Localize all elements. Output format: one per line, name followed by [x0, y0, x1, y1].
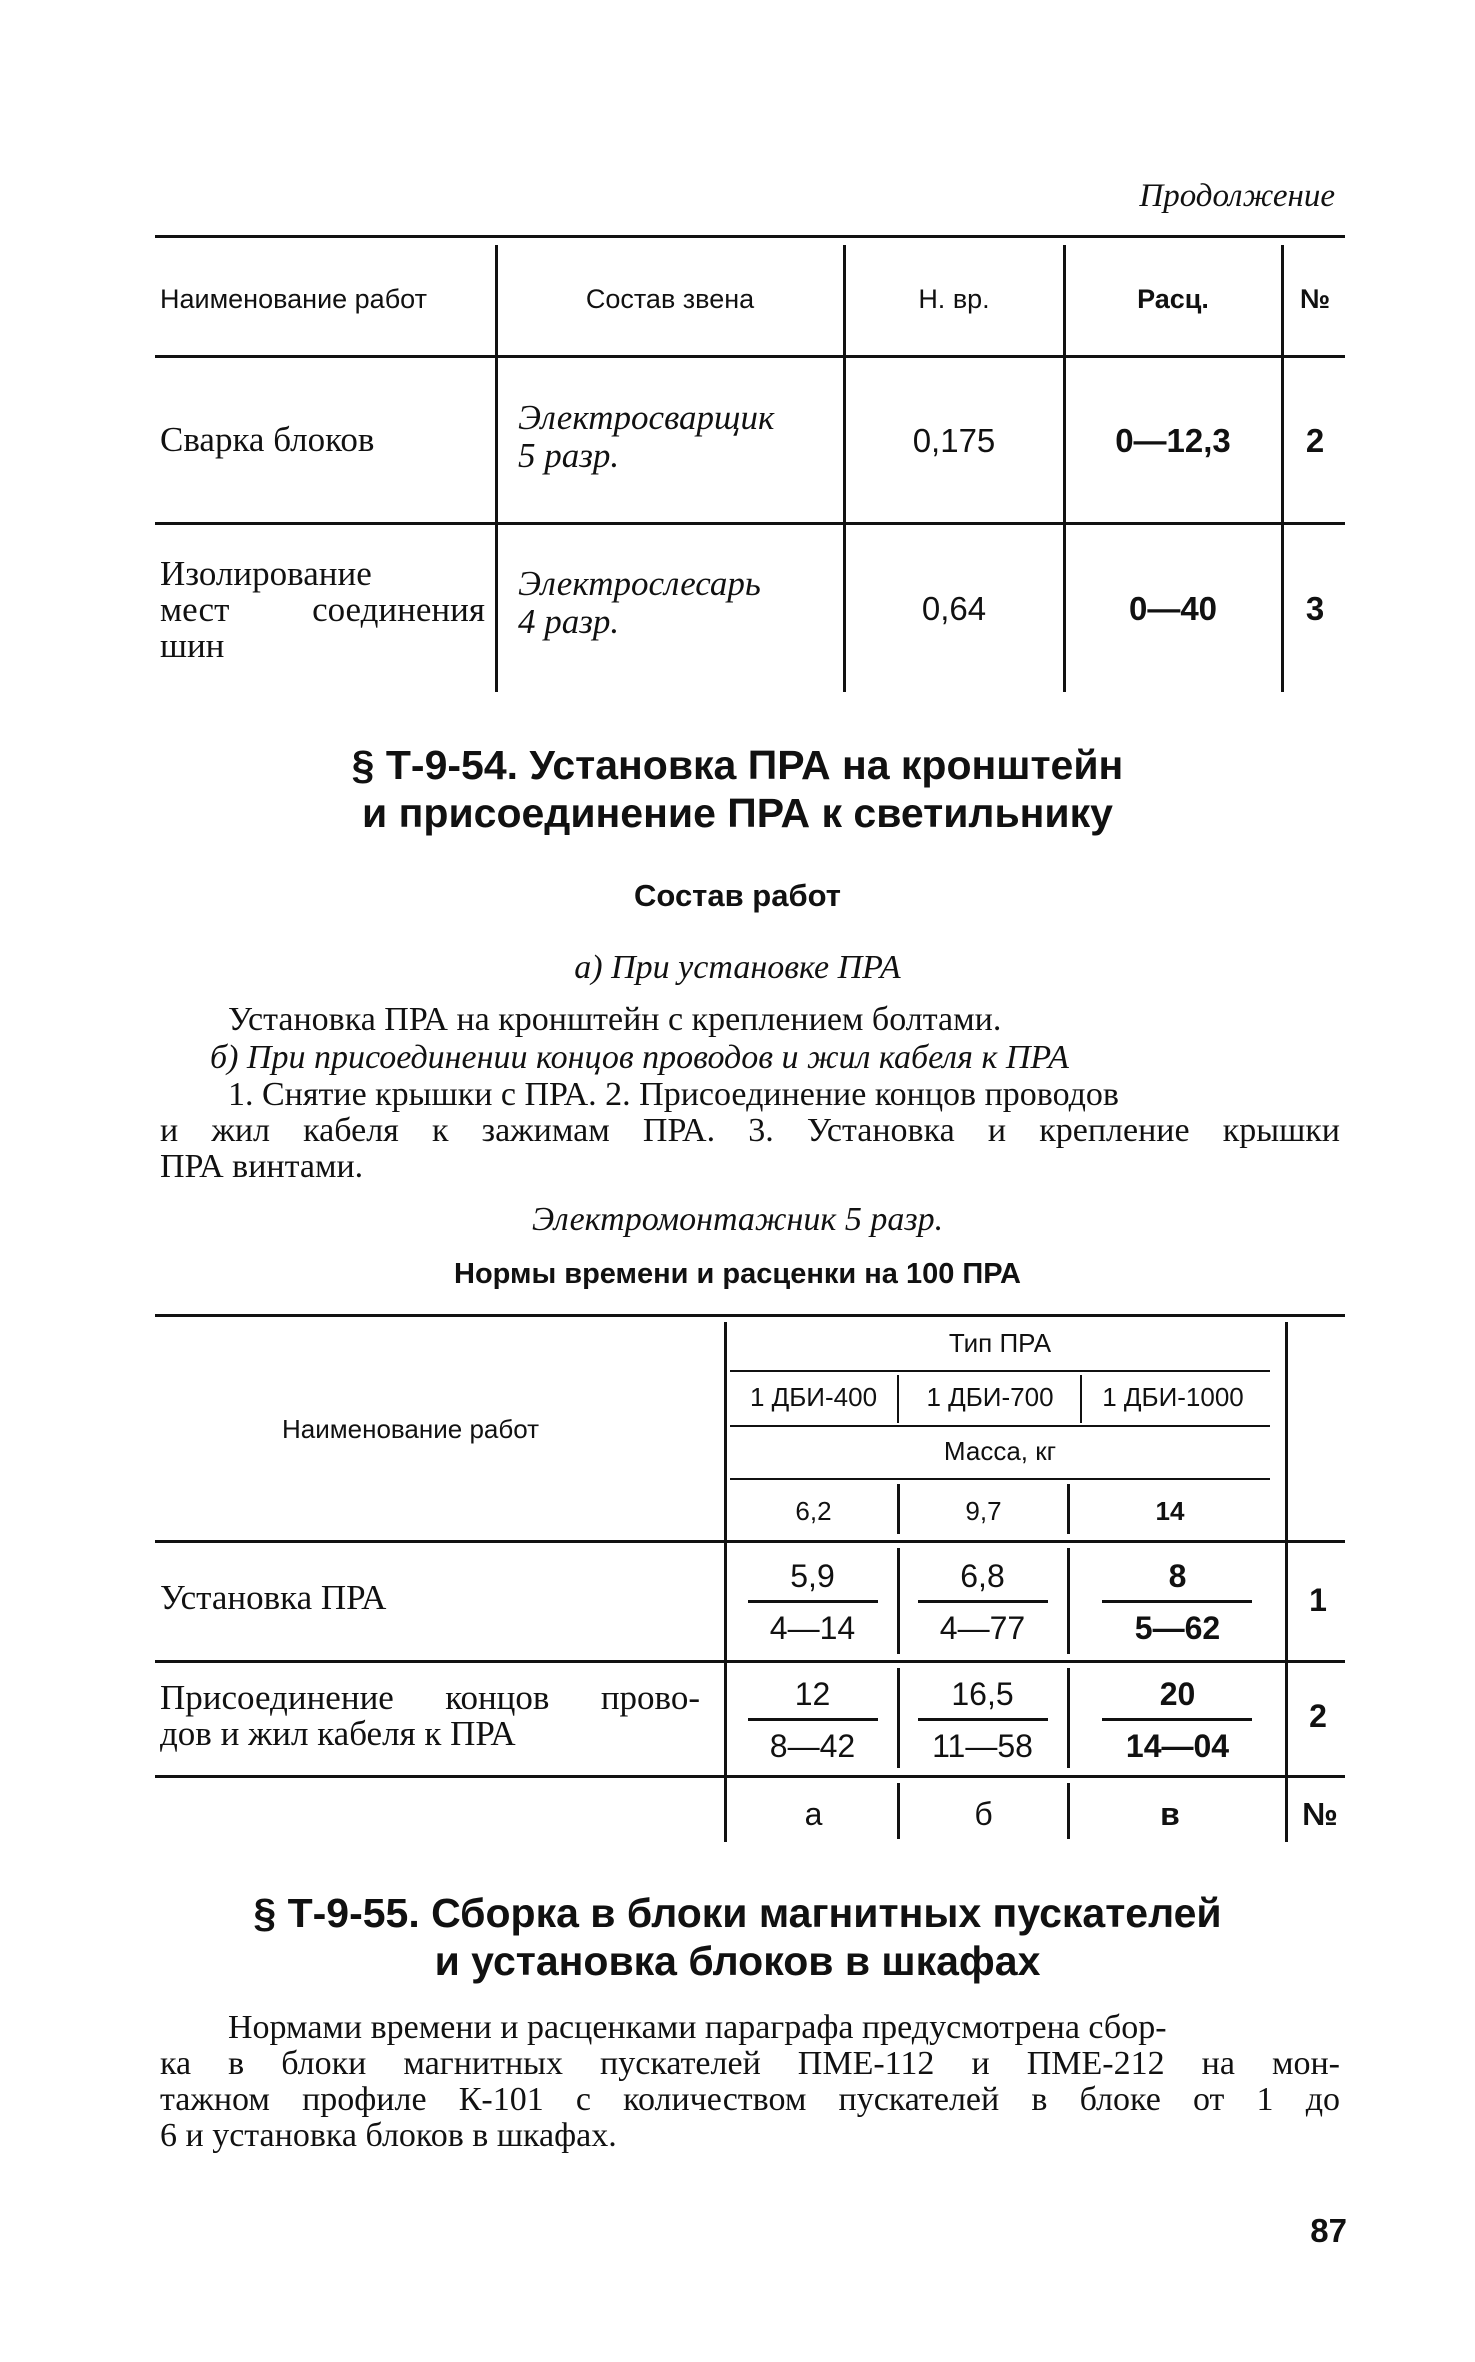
table2-type-2: 1 ДБИ-700	[926, 1382, 1054, 1412]
table1-header-norm: Н. вр.	[918, 284, 990, 314]
table2-row1-rate-b: 4—77	[939, 1610, 1026, 1646]
table1-row2-no: 3	[1305, 590, 1325, 627]
table2-mass-2: 9,7	[965, 1496, 1002, 1526]
table1-row1-no: 2	[1305, 422, 1325, 459]
section54-text-b-line3: ПРА винтами.	[160, 1148, 364, 1185]
table2-footer-c: в	[1160, 1796, 1180, 1832]
section54-composition-heading: Состав работ	[634, 878, 841, 913]
table2-row1-norm-c: 8	[1168, 1558, 1187, 1594]
section55-title-line2: и установка блоков в шкафах	[434, 1938, 1041, 1984]
table1-header-work: Наименование работ	[160, 284, 427, 314]
table2-mass-3: 14	[1155, 1496, 1185, 1526]
continuation-label: Продолжение	[1139, 178, 1335, 214]
table2-type-1: 1 ДБИ-400	[749, 1382, 878, 1412]
table2-header-type: Тип ПРА	[948, 1328, 1052, 1358]
page-number: 87	[1310, 2212, 1347, 2249]
section54-sub-b: б) При присоединении концов проводов и жил кабеля к ПРА	[210, 1039, 1069, 1076]
table2-row1-rate-c: 5—62	[1134, 1610, 1221, 1646]
table2-row2-rate-c: 14—04	[1125, 1728, 1230, 1764]
table2-row2-rate-a: 8—42	[769, 1728, 856, 1764]
table2-footer-no: №	[1302, 1796, 1338, 1832]
table2-footer-a: а	[804, 1796, 823, 1832]
table1-row2-crew-line2: 4 разр.	[518, 602, 620, 641]
table2-row1-norm-a: 5,9	[790, 1558, 835, 1594]
table2-row1-no: 1	[1309, 1582, 1327, 1618]
table2-row2-norm-a: 12	[794, 1676, 831, 1712]
table1-row2-norm: 0,64	[921, 590, 987, 627]
table1-row1-norm: 0,175	[912, 422, 996, 459]
table2-row1-norm-b: 6,8	[960, 1558, 1005, 1594]
table2-row2-work-line2: дов и жил кабеля к ПРА	[160, 1714, 516, 1753]
section54-title-line2: и присоединение ПРА к светильнику	[362, 790, 1113, 836]
section55-title-line1: § Т-9-55. Сборка в блоки магнитных пускателей	[253, 1890, 1222, 1936]
section54-text-b-line2: и жил кабеля к зажимам ПРА. 3. Установка и крепление крышки	[160, 1112, 1340, 1149]
table1-header-no: №	[1299, 284, 1331, 314]
table2-row2-norm-b: 16,5	[951, 1676, 1014, 1712]
table1-row1-work: Сварка блоков	[160, 420, 375, 459]
table2-row2-rate-b: 11—58	[932, 1728, 1033, 1764]
table1-row1-rate: 0—12,3	[1115, 422, 1231, 459]
table1-header-crew: Состав звена	[585, 284, 755, 314]
table1-row1-crew-line2: 5 разр.	[518, 436, 620, 475]
table1-header-rate: Расц.	[1137, 284, 1209, 314]
section54-worker: Электромонтажник 5 разр.	[531, 1201, 944, 1238]
table2-header-work: Наименование работ	[282, 1414, 540, 1444]
table2-row2-work-line1: Присоединение концов прово-	[160, 1678, 700, 1717]
table1-row2-work-line1: Изолирование	[160, 554, 372, 593]
table2-footer-b: б	[974, 1796, 993, 1832]
section55-text-line4: 6 и установка блоков в шкафах.	[160, 2117, 617, 2154]
section54-title-line1: § Т-9-54. Установка ПРА на кронштейн	[351, 742, 1124, 788]
section55-text-line1	[160, 2010, 1340, 2046]
section54-text-b-line1-text: 1. Снятие крышки с ПРА. 2. Присоединение концов проводов	[228, 1076, 1119, 1113]
table2-row1-rate-a: 4—14	[769, 1610, 856, 1646]
section55-text-line3: тажном профиле К-101 с количеством пускателей в блоке от 1 до	[160, 2081, 1340, 2118]
table2-header-mass: Масса, кг	[943, 1436, 1057, 1466]
table2-mass-1: 6,2	[795, 1496, 832, 1526]
table2-row2-no: 2	[1309, 1698, 1327, 1734]
table1-row2-work-line3: шин	[160, 626, 225, 665]
table1-row2-work-line2: мест соединения	[160, 590, 485, 629]
table1-row2-rate: 0—40	[1128, 590, 1218, 627]
section54-sub-a: а) При установке ПРА	[574, 949, 901, 986]
section55-text-line2: ка в блоки магнитных пускателей ПМЕ-112 и ПМЕ-212 на мон-	[160, 2045, 1340, 2082]
table1-row1-crew-line1: Электросварщик	[518, 398, 775, 437]
section54-norms-heading: Нормы времени и расценки на 100 ПРА	[454, 1258, 1021, 1290]
section55-text-line1-text: Нормами времени и расценками параграфа предусмотрена сбор-	[228, 2009, 1167, 2046]
section54-text-a: Установка ПРА на кронштейн с креплением болтами.	[228, 1001, 1002, 1038]
table1-row2-crew-line1: Электрослесарь	[518, 564, 761, 603]
table2-type-3: 1 ДБИ-1000	[1102, 1382, 1244, 1412]
table2-row1-work: Установка ПРА	[160, 1578, 387, 1617]
table2-row2-norm-c: 20	[1159, 1676, 1196, 1712]
section54-text-b-line1	[160, 1077, 1340, 1113]
